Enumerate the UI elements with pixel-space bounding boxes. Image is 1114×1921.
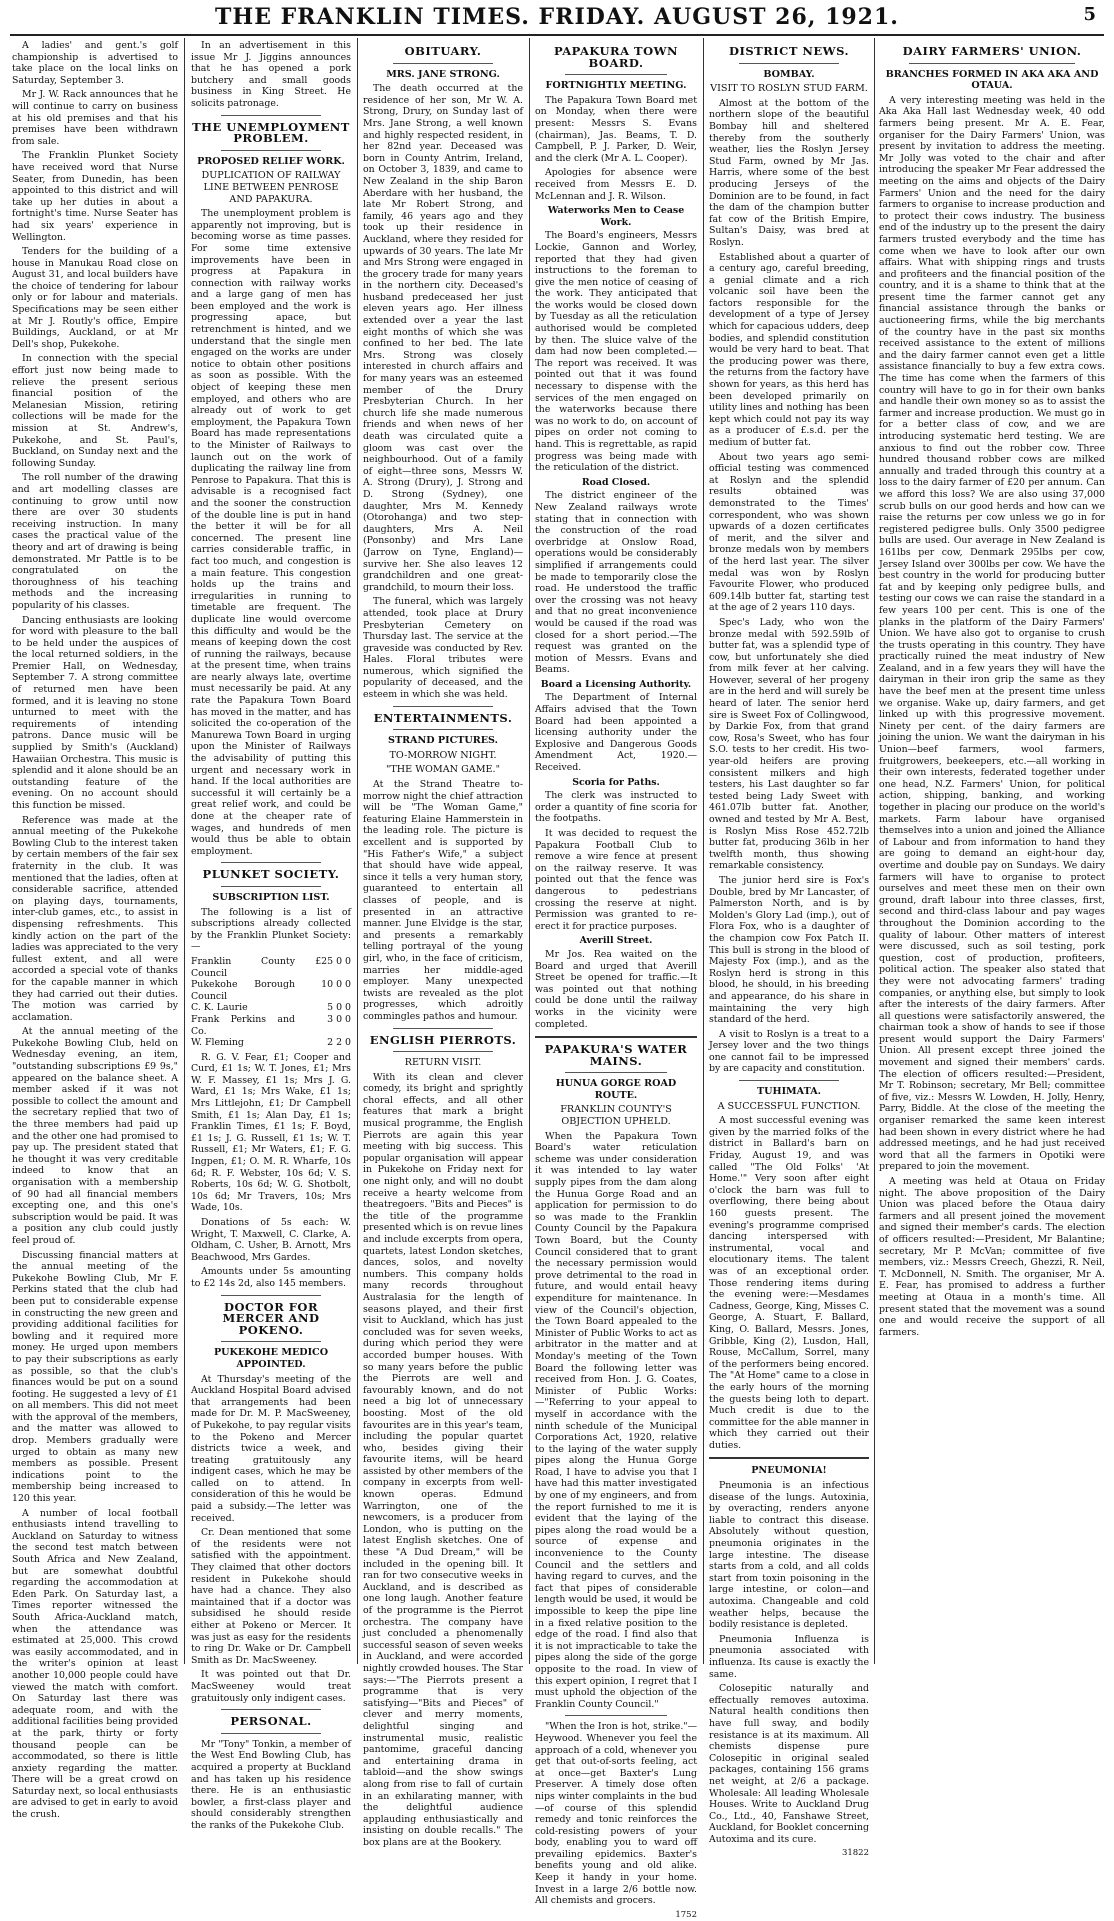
subscriber-name: Frank Perkins and Co. — [191, 1013, 295, 1037]
section-headline: PLUNKET SOCIETY. — [202, 867, 340, 882]
thick-rule — [709, 1457, 869, 1459]
section-headline: DOCTOR FOR MERCER AND POKENO. — [222, 1299, 320, 1337]
rule — [221, 1733, 321, 1734]
paragraph: Almost at the bottom of the northern slope of the beautiful Bombay hill and sheltered thereby from the southerly weather, lies the Roslyn Jersey Stud Farm, owned by Mr Jas. Harris, where some of the best producing Jerseys of the Dominion are to be found, in fact the dam of the champion butter fat cow of the British Empire, Sultan's Daisy, was bred at Roslyn. — [709, 97, 869, 248]
paragraph: The Papakura Town Board met on Monday, when there were present: Messrs S. Evans (chairman), Jas. Beams, T. D. Campbell, P. J. Parker, D. Weir, and the clerk (Mr A. L. Cooper). — [535, 94, 697, 164]
subscriber-name: W. Fleming — [191, 1037, 244, 1049]
column-4 — [535, 40, 697, 1920]
subheadline: PUKEKOHE MEDICO APPOINTED. — [213, 1347, 329, 1370]
paragraph-heading: Scoria for Paths. — [572, 776, 660, 788]
column-2 — [191, 40, 351, 1831]
paragraph: Reference was made at the annual meeting of the Pukekohe Bowling Club to the interest taken by certain members of the fair sex fraternity in the club. It was mentioned that the ladies, often at considerable sacrifice, attended on playing days, tournaments, inter-club games, etc., to assist in dispensing refreshments. This kindly action on the part of the ladies was appreciated to the very fullest extent, and all were accorded a special vote of thanks for the capable manner in which they had carried out their duties. The motion was carried by acclamation. — [12, 814, 178, 1023]
rule — [739, 1080, 839, 1081]
deck-line: TO-MORROW NIGHT. — [389, 749, 497, 761]
paragraph: Tenders for the building of a house in Manukau Road close on August 31, and local builders have the choice of tendering for labour only or for labour and materials. Specifications may be seen either at Mr J. Routly's office, Empire Buildings, Auckland, or at Mr Dell's shop, Pukekohe. — [12, 246, 178, 350]
rule — [221, 1295, 321, 1296]
column-divider — [529, 38, 530, 1664]
column-6 — [879, 40, 1105, 1662]
deck-line: VISIT TO ROSLYN STUD FARM. — [710, 83, 868, 95]
masthead-rule — [10, 34, 1104, 36]
subscription-amount: £25 0 0 — [315, 955, 351, 967]
section-headline: PAPAKURA'S WATER MAINS. — [544, 1042, 688, 1068]
list-item — [191, 956, 351, 979]
paragraph: It was pointed out that Dr. MacSweeney would treat gratuitously only indigent cases. — [191, 1669, 351, 1704]
section-headline: PERSONAL. — [230, 1714, 312, 1729]
paragraph: At the Strand Theatre to-morrow night the chief attraction will be "The Woman Game," featuring Elaine Hammerstein in the leading role. The picture is excellent and is supported by "His Father's Wife," a subject that should have wide appeal, since it tells a very human story, guaranteed to entertain all classes of people, and is presented in an attractive manner. June Elvidge is the star, and presents a remarkably telling portrayal of the young girl, who, in the face of criticism, marries her middle-aged employer. Many unexpected twists are revealed as the plot progresses, which adroitly commingles pathos and humour. — [363, 779, 523, 1022]
subscription-amount: 3 0 0 — [327, 1013, 351, 1025]
paragraph-heading: Averill Street. — [579, 935, 653, 947]
section-headline: ENTERTAINMENTS. — [373, 710, 513, 725]
paragraph: Colosepitic naturally and effectually removes autoxima. Natural health conditions then have full sway, and bodily resistance is at its maximum. All chemists dispense pure Colosepitic in original sealed packages, containing 156 grams net weight, at 2/6 a package. Wholesale: All leading Wholesale Houses. Write to Auckland Drug Co., Ltd., 40, Fanshawe Street, Auckland, for Booklet concerning Autoxima and its cure. — [709, 1683, 869, 1845]
paragraph: A meeting was held at Otaua on Friday night. The above proposition of the Dairy Union was placed before the Otaua dairy farmers and all present joined the movement and signed their member's cards. The election of officers resulted:—President, Mr Balantine; secretary, Mr P. McVan; committee of five members, viz.: Messrs Creech, Ghezzi, R. Neil, T. McDonnell, N. Smith. The organiser, Mr A. E. Fear, has promised to address a further meeting at Otaua in a month's time. All present stated that the movement was a sound one and would receive the support of all farmers. — [879, 1176, 1105, 1338]
subheadline: SUBSCRIPTION LIST. — [212, 891, 330, 903]
rule — [393, 1051, 493, 1052]
subheadline: TUHIMATA. — [757, 1086, 821, 1098]
ad-reference: 31822 — [841, 1848, 869, 1859]
paragraph: Mr J. W. Rack announces that he will continue to carry on business at his old premises and that his premises have been withdrawn from sale. — [12, 89, 178, 147]
paragraph: With its clean and clever comedy, its bright and sprightly choral effects, and all other features that mark a bright musical programme, the English Pierrots are again this year meeting with big success. This popular organisation will appear in Pukekohe on Friday next for one night only, and will no doubt receive a hearty welcome from theatregoers. "Bits and Pieces" is the title of the programme presented which is on revue lines and include excerpts from opera, quartets, latest London sketches, dances, solos, and novelty numbers. This company holds many records throughout Australasia for the length of seasons played, and their first visit to Auckland, which has just concluded was for seven weeks, during which period they were accorded bumper houses. With so many years before the public the Pierrots are well and favourably known, and do not need a big lot of unnecessary boosting. Most of the old favourites are in this year's team, including the popular quartet who, besides giving their favourite items, will be heard assisted by other members of the company in excerpts from well-known operas. Edmund Warrington, one of the newcomers, is a producer from London, who is putting on the latest English sketches. One of these "A Dud Dream," will be included in the opening bill. It ran for two consecutive weeks in Auckland, and is described as one long laugh. Another feature of the programme is the Pierrot orchestra. The company have just concluded a phenomenally successful season of seven weeks in Auckland, and were accorded nightly crowded houses. The Star says:—"The Pierrots present a programme that is very satisfying—"Bits and Pieces" of clever and merry moments, delightful singing and instrumental music, realistic pantomime, graceful dancing and entertaining drama in tabloid—and the show swings along from rise to fall of curtain in an exhilarating manner, with the delightful audience applauding enthusiastically and insisting on double recalls." The box plans are at the Bookery. — [363, 1071, 523, 1848]
column-3 — [363, 40, 523, 1848]
subheadline: BOMBAY. — [763, 68, 815, 80]
subheadline: MRS. JANE STRONG. — [386, 68, 500, 80]
subheadline: STRAND PICTURES. — [388, 735, 498, 747]
subheadline: PNEUMONIA! — [751, 1465, 827, 1477]
page-number: 5 — [1083, 4, 1096, 25]
paragraph: When the Papakura Town Board's water reticulation scheme was under consideration it was intended to lay water supply pipes from the dam along the Hunua Gorge Road and an application for permission to do so was made to the Franklin County Council by the Papakura Town Board, but the County Council considered that to grant the necessary permission would prove detrimental to the road in future, and would entail heavy expenditure for maintenance. In view of the Council's objection, the Town Board appealed to the Minister of Public Works to act as arbitrator in the matter and at Monday's meeting of the Town Board the following letter was received from Hon. J. G. Coates, Minister of Public Works:—"Referring to your appeal to myself in accordance with the ninth schedule of the Municipal Corporations Act, 1920, relative to the laying of the water supply pipes along the Hunua Gorge Road, I have to advise you that I have had this matter investigated by one of my engineers, and from the report furnished to me it is evident that the laying of the pipes along the road would be a source of expense and inconvenience to the County Council and the settlers and having regard to curves, and the fact that pipes of considerable length would be used, it would be impossible to keep the pipe line in a fixed relative position to the edge of the road. I find also that it is not impracticable to take the pipes along the side of the gorge opposite to the road. In view of this expert opinion, I regret that I must uphold the objection of the Franklin County Council." — [535, 1130, 697, 1710]
deck-line: FRANKLIN COUNTY'S OBJECTION UPHELD. — [560, 1104, 672, 1128]
rule — [393, 729, 493, 730]
section-headline: ENGLISH PIERROTS. — [369, 1032, 517, 1047]
paragraph-heading: Board a Licensing Authority. — [540, 678, 692, 690]
paragraph: A number of local football enthusiasts intend travelling to Auckland on Saturday to witness the second test match between South Africa and New Zealand, but are somewhat doubtful regarding the accommodation at Eden Park. On Saturday last, a Times reporter witnessed the South Africa-Auckland match, when the attendance was estimated at 25,000. This crowd was easily accommodated, and in the writer's opinion at least another 10,000 people could have viewed the match with comfort. On Saturday last there was adequate room, and with the additional facilities being provided at the park, thirty or forty thousand people can be accommodated, so there is little anxiety regarding the matter. There will be a great crowd on Saturday next, so local enthusiasts are advised to get in early to avoid the crush. — [12, 1507, 178, 1821]
paragraph: In connection with the special effort just now being made to relieve the present serious financial position of the Melanesian Mission, retiring collections will be made for the mission at St. Andrew's, Pukekohe, and St. Paul's, Buckland, on Sunday next and the following Sunday. — [12, 353, 178, 469]
subheadline: BRANCHES FORMED IN AKA AKA AND OTAUA. — [885, 68, 1099, 92]
ad-reference: 1752 — [675, 1909, 697, 1920]
paragraph: Spec's Lady, who won the bronze medal with 592.59lb of butter fat, was a splendid type of cow, but unfortunately she died from milk fever at her calving. However, several of her progeny are in the herd and will surely be heard of later. The senior herd sire is Sweet Fox of Collingwood, by Darkie Fox, from that grand cow, Rosa's Sweet, who has four S.O. tests to her credit. His two-year-old heifers are proving consistent milkers and high testers, his Last daughter so far tested being Lady Sweet with 461.07lb butter fat. Another, owned and tested by Mr A. Best, is Roslyn Miss Rose 452.72lb butter fat, producing 36lb in her twelfth month, thus showing remarkable consistency. — [709, 616, 869, 872]
paragraph: Established about a quarter of a century ago, careful breeding, a genial climate and a rich volcanic soil have been the factors responsible for the development of a type of Jersey which for capacious udders, deep bodies, and splendid constitution would be very hard to beat. That the producing power was there, the returns from the factory have shown for years, as this herd has been developed primarily on utility lines and nothing has been kept which could not pay its way as a producer of £.s.d. per the medium of butter fat. — [709, 251, 869, 448]
rule — [739, 63, 839, 64]
subscription-amount: 2 2 0 — [327, 1037, 351, 1049]
paragraph: Discussing financial matters at the annual meeting of the Pukekohe Bowling Club, Mr F. Perkins stated that the club had been put to considerable expense in constructing the new green and providing additional facilities for bowling and it required more money. He urged upon members to pay their subscriptions as early as possible, so that the club's finances would be put on a sound footing. He suggested a levy of £1 on all members. This did not meet with the approval of the members, and the matter was allowed to drop. Members gradually were urged to obtain as many new members as possible. Present indications point to the membership being increased to 120 this year. — [12, 1249, 178, 1505]
deck-line: A SUCCESSFUL FUNCTION. — [717, 1100, 861, 1112]
list-item — [191, 1037, 351, 1049]
column-divider — [874, 38, 875, 1664]
rule — [393, 1028, 493, 1029]
paragraph: Apologies for absence were received from Messrs E. D. McLennan and J. R. Wilson. — [535, 167, 697, 202]
subscription-amount: 5 0 0 — [327, 1002, 351, 1014]
rule — [565, 1715, 667, 1716]
masthead-title: THE FRANKLIN TIMES. FRIDAY. AUGUST 26, 1921. — [215, 4, 899, 30]
subscriber-name: Franklin County Council — [191, 955, 295, 979]
paragraph: About two years ago semi-official testing was commenced at Roslyn and the splendid results obtained was demonstrated to the Times' correspondent, who was shown upwards of a dozen certificates of merit, and the silver and bronze medals won by members of the herd last year. The silver medal was won by Roslyn Favourite Flower, who produced 609.14lb butter fat, starting test at the age of 2 years 110 days. — [709, 451, 869, 614]
column-divider — [184, 38, 185, 1664]
paragraph: The clerk was instructed to order a quantity of fine scoria for the footpaths. — [535, 790, 697, 825]
deck-line: "THE WOMAN GAME." — [385, 764, 501, 776]
section-headline: PAPAKURA TOWN BOARD. — [553, 44, 679, 70]
list-item — [191, 979, 351, 1002]
paragraph: R. G. V. Fear, £1; Cooper and Curd, £1 1s; W. T. Jones, £1; Mrs W. F. Massey, £1 1s; Mrs J. G. Ward, £1 1s; Mrs Wake, £1 1s; Mrs Littlejohn, £1; Dr Campbell Smith, £1 1s; Alan Day, £1 1s; Franklin Times, £1 1s; F. Boyd, £1 1s; J. G. Russell, £1 1s; W. T. Russell, £1; Mr Waters, £1; F. G. Ingpen, £1; O. M. R. Wharfe, 10s 6d; R. F. Webster, 10s 6d; V. S. Roberts, 10s 6d; W. G. Shotbolt, 10s 6d; Mr Travers, 10s; Mrs Wade, 10s. — [191, 1051, 351, 1214]
rule — [221, 115, 321, 116]
deck-line: RETURN VISIT. — [404, 1057, 482, 1069]
subscriber-name: Pukekohe Borough Council — [191, 979, 295, 1002]
paragraph: "When the Iron is hot, strike."—Heywood. Whenever you feel the approach of a cold, whenever you get that out-of-sorts feeling, act at once—get Baxter's Lung Preserver. A timely dose often nips winter complaints in the bud—of course of this splendid remedy and tonic reinforces the cold-resisting powers of your body, enabling you to ward off prevailing epidemics. Baxter's benefits young and old alike. Keep it handy in your home. Invest in a large 2/6 bottle now. All chemists and grocers. — [535, 1721, 697, 1907]
rule — [221, 1341, 321, 1342]
column-5 — [709, 40, 869, 1859]
masthead — [0, 0, 1114, 34]
paragraph: The funeral, which was largely attended, took place at Drury Presbyterian Cemetery on Thursday last. The service at the graveside was conducted by Rev. Hales. Floral tributes were numerous, which signified the popularity of deceased, and the esteem in which she was held. — [363, 596, 523, 701]
section-headline: THE UNEMPLOYMENT PROBLEM. — [192, 119, 350, 146]
paragraph: The Franklin Plunket Society have received word that Nurse Seater, from Dunedin, has been appointed to this district and will take up her duties in about a fortnight's time. Nurse Seater has had six years' experience in Wellington. — [12, 150, 178, 243]
subheadline: FORTNIGHTLY MEETING. — [545, 80, 687, 92]
rule — [565, 74, 667, 75]
paragraph: Amounts under 5s amounting to £2 14s 2d, also 145 members. — [191, 1266, 351, 1289]
section-headline: DISTRICT NEWS. — [729, 44, 849, 58]
paragraph: A most successful evening was given by the married folks of the district in Ballard's barn on Friday, August 19, and was called "The Old Folks' 'At Home.'" Very soon after eight o'clock the barn was full to overflowing, there being about 160 guests present. The evening's programme comprised dancing interspersed with instrumental, vocal and elocutionary items. The talent was of an exceptional order. Those rendering items during the evening were:—Mesdames Cadness, George, King, Misses C. George, A. Stuart, F. Ballard, King, O. Ballard, Messrs. Jones, Gribble, King (2), Lusdon, Hall, Rouse, McCallum, Sorrel, many of the performers being encored. The "At Home" came to a close in the early hours of the morning the guests being loth to depart. Much credit is due to the committee for the able manner in which they carried out their duties. — [709, 1115, 869, 1451]
rule — [565, 1072, 667, 1073]
rule — [393, 706, 493, 707]
section-headline: DAIRY FARMERS' UNION. — [902, 44, 1082, 58]
paragraph: A very interesting meeting was held in the Aka Aka Hall last Wednesday week, 40 odd farmers being present. Mr A. E. Fear, organiser for the Dairy Farmers' Union, was present by invitation to address the meeting. Mr Jolly was voted to the chair and after introducing the speaker Mr Fear addressed the meeting on the aims and objects of the Dairy Farmers' Union and the need for the dairy farmers to organise to increase production and to protect their cows industry. The business end of the industry up to the present the dairy farmers trusted everybody and the time has come when we have to look after our own affairs. What with shipping rings and trusts and profiteers and the financial position of the country, and it is a shame to think that at the present time the farmer cannot get any financial assistance through the banks or auctioneering firms, while the big merchants of the country have in the past six months received assistance to the extent of millions and the dairy farmer cannot even get a little assistance financially to buy a few extra cows. The time has come when the farmers of this country will have to go in for their own banks and handle their own money so as to assist the farmer and increase production. We must go in for a better class of cow, and we are introducing systematic herd testing. We are anxious to find out the robber cow. Three hundred thousand robber cows are milked annually and traded through this country at a loss to the dairy farmer of £20 per annum. Can we afford this loss? We are also using 37,000 scrub bulls on our good herds and how can we raise the returns per cow unless we go in for registered pedigree bulls. Only 3500 pedigree bulls are used. Our average in New Zealand is 161lbs per cow, Denmark 295lbs per cow, Jersey Island over 300lbs per cow. We have the best country in the world for producing butter fat and by keeping only pedigree bulls, and testing our cows we can raise the standard in a few years 100 per cent. This is one of the planks in the platform of the Dairy Farmers' Union. We have also got to organise to crush the trusts operating in this country. They have practically ruined the meat industry of New Zealand, and in a few years they will have the dairyman in their iron grip the same as they have the beef men at the present time unless we organise. Wake up, dairy farmers, and get linked up with this progressive movement. Ninety per cent. of the dairy farmers are joining the union. We want the dairyman in his Union—beef farmers, wool farmers, fruitgrowers, beekeepers, etc.—all working in their own interests, federated together under one head, N.Z. Farmers' Union, for political action, shipping, banking, and working together in placing our produce on the world's markets. Farm labour have organised themselves into a union and joined the Alliance of Labour and from information to hand they are going to demand an eight-hour day, overtime and double pay on Sundays. We dairy farmers will have to organise to protect ourselves and meet these men on their own ground, draft labour into three classes, first, second and third-class labour and pay wages throughout the Dominion according to the quality of labour. Other matters of interest were discussed, such as soil testing, pork question, cost of production, profiteers, political action. The speaker also stated that they were not advocating farmers' trading companies, or anything else, but simply to look after the interests of the dairy farmers. After all questions were satisfactorily answered, the chairman took a show of hands to see if those present would support the Dairy Farmers' Union. All present except three joined the movement and signed their members' cards. The election of officers resulted:—President, Mr T. Robinson; secretary, Mr Bell; committee of five, viz.: Messrs W. Lowden, H. Jolly, Henry, Parry, Biddle. At the close of the meeting the organiser remarked the same keen interest had been shown in every district where he had addressed meetings, and he had just received word that all the farmers in Opotiki were prepared to join the movement. — [879, 94, 1105, 1173]
paragraph: The unemployment problem is apparently not improving, but is becoming worse as time passes. For some time extensive improvements have been in progress at Papakura in connection with railway works and a large gang of men has been employed and the work is progressing apace, but retrenchment is hinted, and we understand that the single men engaged on the works are under notice to obtain other positions as soon as possible. With the object of keeping these men employed, and others who are already out of work to get employment, the Papakura Town Board has made representations to the Minister of Railways to launch out on the work of duplicating the railway line from Penrose to Papakura. That this is advisable is a recognised fact and the sooner the construction of the double line is put in hand the better it will be for all concerned. The present line carries considerable traffic, in fact too much, and congestion is a main feature. This congestion holds up the trains and irregularities in running to timetable are frequent. The duplicate line would overcome this difficulty and would be the means of keeping down the cost of running the railways, because at the present time, when trains are nearly always late, overtime must necessarily be paid. At any rate the Papakura Town Board has moved in the matter, and has solicited the co-operation of the Manurewa Town Board in urging upon the Minister of Railways the advisability of putting this urgent and necessary work in hand. If the local authorities are successful it will certainly be a great relief work, and could be done at the cheaper rate of wages, and hundreds of men would thus be able to obtain employment. — [191, 208, 351, 857]
paragraph-heading: Road Closed. — [581, 476, 651, 488]
thick-rule — [535, 1036, 697, 1038]
rule — [221, 886, 321, 887]
rule — [909, 63, 1075, 64]
paragraph: A visit to Roslyn is a treat to a Jersey lover and the two things one cannot fail to be impressed by are capacity and constitution. — [709, 1028, 869, 1075]
paragraph-heading: Waterworks Men to Cease Work. — [547, 205, 685, 228]
column-divider — [357, 38, 358, 1664]
column-divider — [703, 38, 704, 1664]
paragraph: It was decided to request the Papakura Football Club to remove a wire fence at present on the railway reserve. It was pointed out that the fence was dangerous to pedestrians crossing the reserve at night. Permission was granted to re-erect it for practice purposes. — [535, 828, 697, 932]
subheadline: PROPOSED RELIEF WORK. — [197, 155, 345, 167]
paragraph: Dancing enthusiasts are looking for word with pleasure to the ball to be held under the auspices of the local returned soldiers, in the Premier Hall, on Wednesday, September 7. A strong committee of returned men have been formed, and it is leaving no stone unturned to meet with the requirements of intending patrons. Dance music will be supplied by Smith's (Auckland) Hawaiian Orchestra. This music is splendid and it alone should be an outstanding feature of the evening. On no account should this function be missed. — [12, 614, 178, 811]
paragraph: Pneumonia Influenza is pneumonia associated with influenza. Its cause is exactly the same. — [709, 1633, 869, 1680]
paragraph: At Thursday's meeting of the Auckland Hospital Board advised that arrangements had been made for Dr. M. P. MacSweeney, of Pukekohe, to pay regular visits to the Pokeno and Mercer districts twice a week, and treating gratuitously any indigent cases, which he may be called on to attend. In consideration of this he would be paid a subsidy.—The letter was received. — [191, 1373, 351, 1524]
paragraph: Cr. Dean mentioned that some of the residents were not satisfied with the appointment. They claimed that other doctors resident in Pukekohe should have had a chance. They also maintained that if a doctor was subsidised he should reside either at Pokeno or Mercer. It was just as easy for the residents to ring Dr. Wake or Dr. Campbell Smith as Dr. MacSweeney. — [191, 1527, 351, 1666]
paragraph: At the annual meeting of the Pukekohe Bowling Club, held on Wednesday evening, an item, "outstanding subscriptions £9 9s," appeared on the balance sheet. A member asked if it was not possible to collect the amount and the secretary replied that two of the three members had paid up and the other one had promised to pay up. The president stated that he thought it was very creditable indeed to know that an organisation with a membership of 90 had all financial members excepting one, and this one's subscription would be paid. It was a position any club could justly feel proud of. — [12, 1026, 178, 1246]
paragraph: Mr Jos. Rea waited on the Board and urged that Averill Street be opened for traffic.—It was pointed out that nothing could be done until the railway works in the vicinity were completed. — [535, 948, 697, 1030]
paragraph: In an advertisement in this issue Mr J. Jiggins announces that he has opened a pork butchery and small goods business in King Street. He solicits patronage. — [191, 40, 351, 109]
subscription-list — [191, 956, 351, 1049]
paragraph: The roll number of the drawing and art modelling classes are continuing to grow until now there are over 30 students receiving instruction. In many cases the practical value of the theory and art of drawing is being demonstrated. Mr Pattle is to be congratulated on the thoroughness of his teaching methods and the increasing popularity of his classes. — [12, 472, 178, 611]
rule — [221, 1709, 321, 1710]
section-headline: OBITUARY. — [404, 44, 482, 58]
subscription-amount: 10 0 0 — [321, 979, 351, 991]
paragraph: The district engineer of the New Zealand railways wrote stating that in connection with the construction of the road overbridge at Onslow Road, operations would be considerably simplified if arrangements could be made to temporarily close the road. He understood the traffic over the crossing was not heavy and that no great inconvenience would be caused if the road was closed for a short period.—The request was granted on the motion of Messrs. Evans and Beams. — [535, 490, 697, 676]
rule — [393, 63, 493, 64]
paragraph: The death occurred at the residence of her son, Mr W. A. Strong, Drury, on Sunday last of Mrs. Jane Strong, a well known and highly respected resident, in her 82nd year. Deceased was born in County Antrim, Ireland, on October 3, 1839, and came to New Zealand in the ship Baron Aberdare with her husband, the late Mr Robert Strong, and family, 46 years ago and they took up their residence in Auckland, where they resided for upwards of 30 years. The late Mr and Mrs Strong were engaged in the grocery trade for many years in the northern city. Deceased's husband predeceased her just eleven years ago. Her illness extended over a year the last eight months of which she was confined to her bed. The late Mrs. Strong was closely interested in church affairs and for many years was an esteemed member of the Drury Presbyterian Church. In her church life she made numerous friends and when news of her death was circulated quite a gloom was cast over the neighbourhood. Out of a family of eight—three sons, Messrs W. A. Strong (Drury), J. Strong and D. Strong (Sydney), one daughter, Mrs M. Kennedy (Otorohanga) and two step-daughters, Mrs A. Neil (Ponsonby) and Mrs Lane (Jarrow on Tyne, England)—survive her. She also leaves 12 grandchildren and one great-grandchild, to mourn their loss. — [363, 83, 523, 593]
rule — [221, 862, 321, 863]
subheadline: HUNUA GORGE ROAD ROUTE. — [555, 1078, 677, 1101]
deck-line: DUPLICATION OF RAILWAY LINE BETWEEN PENROSE AND PAPAKURA. — [201, 170, 341, 205]
rule — [221, 150, 321, 151]
list-item — [191, 1014, 351, 1037]
paragraph: A ladies' and gent.'s golf championship is advertised to take place on the local links on Saturday, September 3. — [12, 40, 178, 86]
paragraph: The Board's engineers, Messrs Lockie, Gannon and Worley, reported that they had given instructions to the foreman to give the men notice of ceasing of the work. They anticipated that the works would be closed down by Tuesday as all the reticulation authorised would be completed by then. The sluice valve of the dam had now been completed.—The report was received. It was pointed out that it was found necessary to dispense with the services of the men engaged on the waterworks because there was no work to do, on account of pipes on order not coming to hand. This is regrettable, as rapid progress was being made with the reticulation of the district. — [535, 230, 697, 474]
subscriber-name: C. K. Laurie — [191, 1002, 248, 1014]
paragraph: Pneumonia is an infectious disease of the lungs. Autoxinia, by overacting, renders anyone liable to contract this disease. Absolutely without question, pneumonia originates in the large intestine. The disease starts from a cold, and all colds start from toxin poisoning in the large intestine, or colon—and autoxima. Changeable and cold weather helps, because the bodily resistance is depleted. — [709, 1480, 869, 1631]
paragraph: The junior herd sire is Fox's Double, bred by Mr Lancaster, of Palmerston North, and is by Molden's Glory Lad (imp.), out of Flora Fox, who is a daughter of the champion cow Fox Patch II. This bull is strong in the blood of Majesty Fox (imp.), and as the Roslyn herd is strong in this blood, he should, in his breeding and appearance, do his share in maintaining the very high standard of the herd. — [709, 874, 869, 1026]
paragraph: Mr "Tony" Tonkin, a member of the West End Bowling Club, has acquired a property at Buckland and has taken up his residence there. He is an enthusiastic bowler, a first-class player and should considerably strengthen the ranks of the Pukekohe Club. — [191, 1738, 351, 1831]
paragraph: The Department of Internal Affairs advised that the Town Board had been appointed a licensing authority under the Explosive and Dangerous Goods Amendment Act, 1920.—Received. — [535, 692, 697, 774]
column-1 — [12, 40, 178, 1821]
list-item — [191, 1002, 351, 1014]
paragraph: Donations of 5s each: W. Wright, T. Maxwell, C. Clarke, A. Oldham, C. Usher, B. Arnott, Mrs Beachwood, Mrs Gardes. — [191, 1217, 351, 1263]
paragraph: The following is a list of subscriptions already collected by the Franklin Plunket Society:— — [191, 906, 351, 953]
